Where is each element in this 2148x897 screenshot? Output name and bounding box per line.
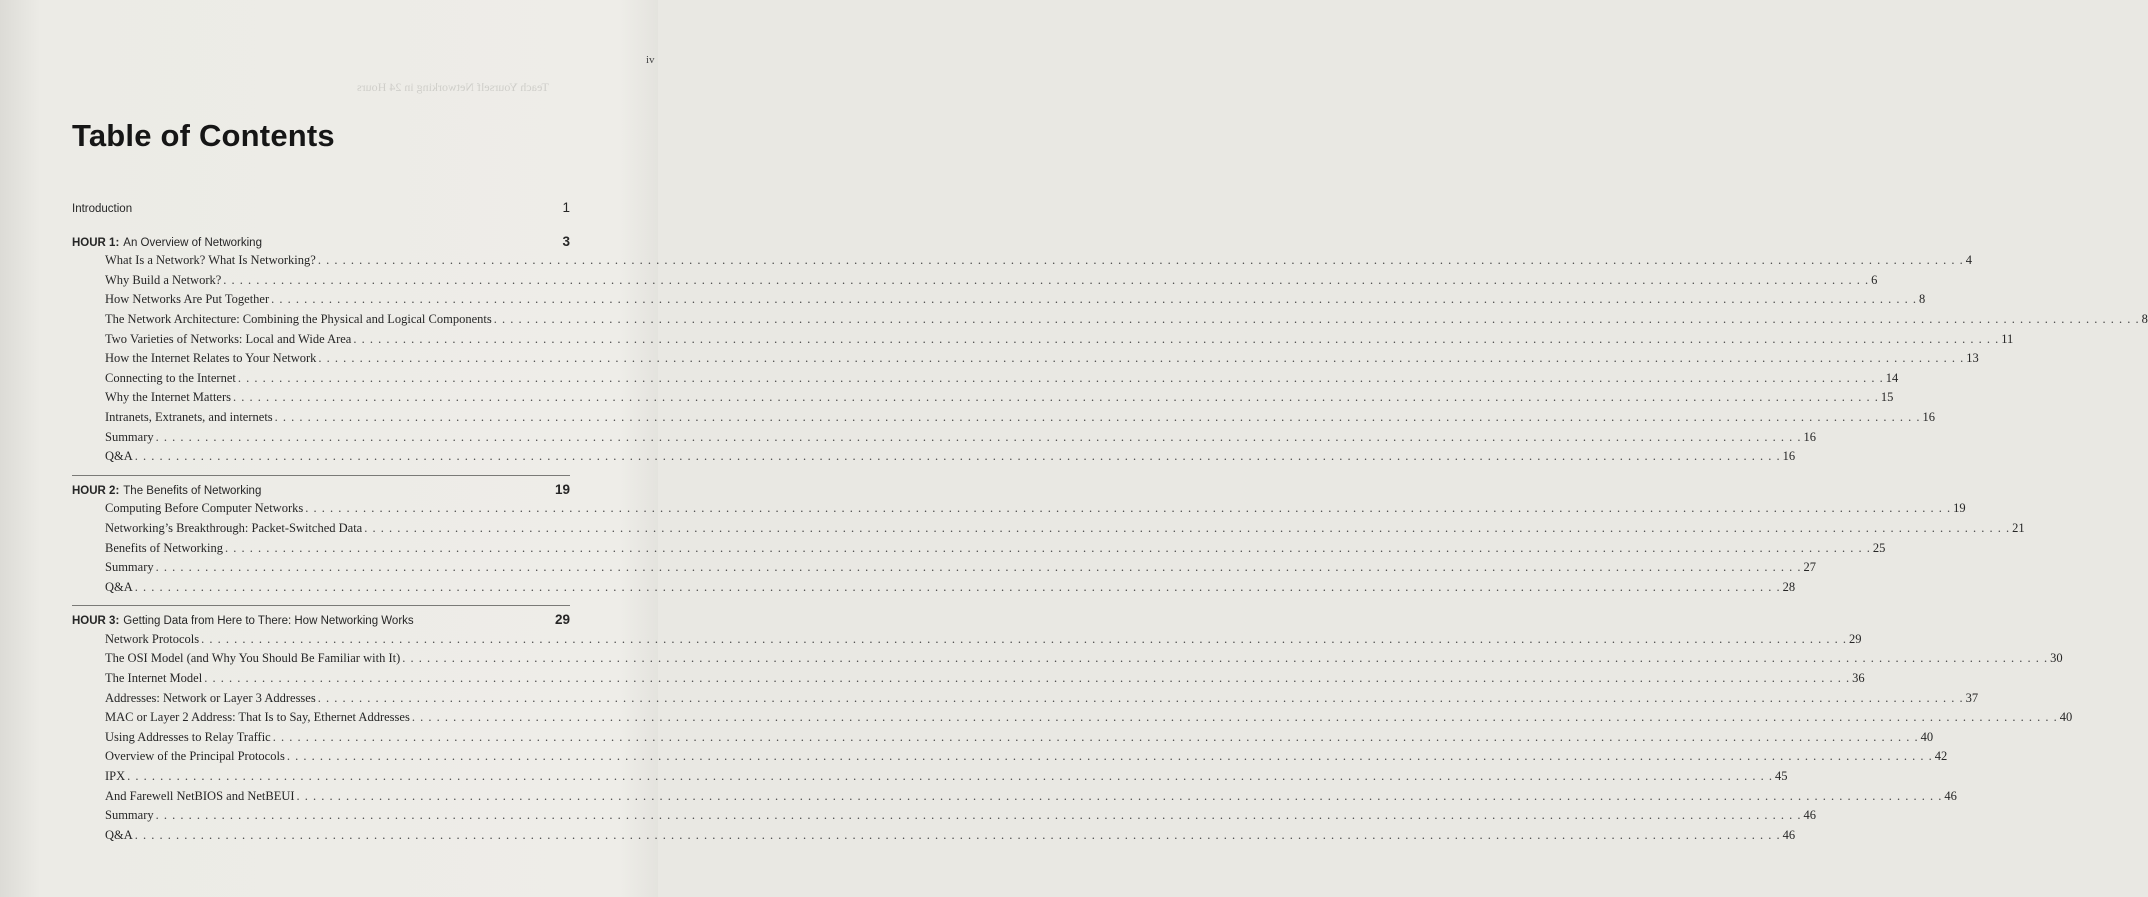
toc-entry[interactable] (72, 409, 1936, 430)
toc-entry[interactable] (72, 370, 1899, 391)
toc-entry-page: 21 (2012, 520, 2025, 535)
toc-entry-page: 46 (1803, 808, 1816, 823)
leader-dots: . . . . . . . . . . . . . . . . . . . . . . . . . . . . . . . . . . . . . . . . . . . . . . . . . . . . . . . . . . . . . . . . . . . . . . . . . . . . . . . . . . . . . . . . . . . . . . . . . . . . . . . . . . . . . . . . . . . . . . . . . . . . . . . . . . . . . . . . . . . . . . . . . . . . . . . . . . . . . . . . . . . . . . . . . . . . . . . . . . . . . . . . . . . . . . . . . . . . . . . . (271, 292, 1918, 307)
toc-entry-page: 29 (1848, 631, 1862, 646)
toc-entry[interactable] (72, 560, 1816, 580)
toc-entry-page: 46 (1944, 788, 1957, 803)
toc-entry-page: 8 (2141, 311, 2148, 326)
toc-entry[interactable] (72, 311, 2148, 332)
toc-entry-label: Why the Internet Matters (105, 390, 231, 405)
leader-dots: . . . . . . . . . . . . . . . . . . . . . . . . . . . . . . . . . . . . . . . . . . . . . . . . . . . . . . . . . . . . . . . . . . . . . . . . . . . . . . . . . . . . . . . . . . . . . . . . . . . . . . . . . . . . . . . . . . . . . . . . . . . . . . . . . . . . . . . . . . . . . . . . . . . . . . . . . . . . . . . . . . . . . . . . . . . . . . . . . . . . . . . . . . . . . . . . . . . . . . . . (305, 501, 1952, 516)
toc-entry-page: 45 (1775, 769, 1788, 784)
leader-dots: . . . . . . . . . . . . . . . . . . . . . . . . . . . . . . . . . . . . . . . . . . . . . . . . . . . . . . . . . . . . . . . . . . . . . . . . . . . . . . . . . . . . . . . . . . . . . . . . . . . . . . . . . . . . . . . . . . . . . . . . . . . . . . . . . . . . . . . . . . . . . . . . . . . . . . . . . . . . . . . . . . . . . . . . . . . . . . . . . . . . . . . . . . . . . . . . . . . . . . . . (155, 808, 1802, 823)
toc-entry[interactable] (72, 729, 1934, 750)
toc-entry-page: 42 (1934, 749, 1948, 764)
toc-entry-label: Intranets, Extranets, and internets (105, 409, 273, 424)
toc-hour-block (72, 605, 2073, 847)
leader-dots: . . . . . . . . . . . . . . . . . . . . . . . . . . . . . . . . . . . . . . . . . . . . . . . . . . . . . . . . . . . . . . . . . . . . . . . . . . . . . . . . . . . . . . . . . . . . . . . . . . . . . . . . . . . . . . . . . . . . . . . . . . . . . . . . . . . . . . . . . . . . . . . . . . . . . . . . . . . . . . . . . . . . . . . . . . . . . . . . . . . . . . . . . . . . . . . . . . . . . . . . (296, 788, 1943, 803)
leader-dots: . . . . . . . . . . . . . . . . . . . . . . . . . . . . . . . . . . . . . . . . . . . . . . . . . . . . . . . . . . . . . . . . . . . . . . . . . . . . . . . . . . . . . . . . . . . . . . . . . . . . . . . . . . . . . . . . . . . . . . . . . . . . . . . . . . . . . . . . . . . . . . . . . . . . . . . . . . . . . . . . . . . . . . . . . . . . . . . . . . . . . . . . . . . . . . . . . . . . . . . . (274, 409, 1921, 424)
toc-entry[interactable] (72, 351, 1979, 371)
toc-entry-label: Q&A (105, 449, 133, 464)
toc-entry-page: 16 (1922, 409, 1936, 424)
hour-title: The Benefits of Networking (123, 484, 262, 497)
toc-entry[interactable] (72, 749, 1948, 769)
toc-entry[interactable] (72, 520, 2025, 541)
leader-dots: . . . . . . . . . . . . . . . . . . . . . . . . . . . . . . . . . . . . . . . . . . . . . . . . . . . . . . . . . . . . . . . . . . . . . . . . . . . . . . . . . . . . . . . . . . . . . . . . . . . . . . . . . . . . . . . . . . . . . . . . . . . . . . . . . . . . . . . . . . . . . . . . . . . . . . . . . . . . . . . . . . . . . . . . . . . . . . . . . . . . . . . . . . . . . . . . . . . . . . . . (364, 520, 2011, 535)
toc-entry-page: 37 (1965, 690, 1979, 705)
hour-page: 19 (554, 481, 570, 497)
toc-hour-heading[interactable] (72, 234, 570, 254)
toc-entry-label: Summary (105, 560, 154, 575)
leader-dots: . . . . . . . . . . . . . . . . . . . . . . . . . . . . . . . . . . . . . . . . . . . . . . . . . . . . . . . . . . . . . . . . . . . . . . . . . . . . . . . . . . . . . . . . . . . . . . . . . . . . . . . . . . . . . . . . . . . . . . . . . . . . . . . . . . . . . . . . . . . . . . . . . . . . . . . . . . . . . . . . . . . . . . . . . . . . . . . . . . . . . . . . . . . . . . . . . . . . . . . . (201, 631, 1847, 646)
toc-hour-heading[interactable] (72, 612, 570, 632)
hour-title: An Overview of Networking (123, 236, 262, 249)
toc-entry[interactable] (72, 651, 2063, 671)
toc-introduction[interactable] (72, 200, 570, 220)
table-of-contents (72, 200, 2148, 847)
leader-dots: . . . . . . . . . . . . . . . . . . . . . . . . . . . . . . . . . . . . . . . . . . . . . . . . . . . . . . . . . . . . . . . . . . . . . . . . . . . . . . . . . . . . . . . . . . . . . . . . . . . . . . . . . . . . . . . . . . . . . . . . . . . . . . . . . . . . . . . . . . . . . . . . . . . . . . . . . . . . . . . . . . . . . . . . . . . . . . . . . . . . . . . . . . . . . . . . . . . . . . . . (155, 429, 1802, 444)
toc-entry[interactable] (72, 808, 1816, 828)
toc-entry-label: The Internet Model (105, 671, 203, 686)
toc-entry-label: Benefits of Networking (105, 540, 224, 555)
toc-entry[interactable] (72, 710, 2073, 730)
leader-dots: . . . . . . . . . . . . . . . . . . . . . . . . . . . . . . . . . . . . . . . . . . . . . . . . . . . . . . . . . . . . . . . . . . . . . . . . . . . . . . . . . . . . . . . . . . . . . . . . . . . . . . . . . . . . . . . . . . . . . . . . . . . . . . . . . . . . . . . . . . . . . . . . . . . . . . . . . . . . . . . . . . . . . . . . . . . . . . . . . . . . . . . . . . . . . . . . . . . . . . . . (155, 560, 1802, 575)
toc-entry[interactable] (72, 253, 1972, 273)
leader-dots: . . . . . . . . . . . . . . . . . . . . . . . . . . . . . . . . . . . . . . . . . . . . . . . . . . . . . . . . . . . . . . . . . . . . . . . . . . . . . . . . . . . . . . . . . . . . . . . . . . . . . . . . . . . . . . . . . . . . . . . . . . . . . . . . . . . . . . . . . . . . . . . . . . . . . . . . . . . . . . . . . . . . . . . . . . . . . . . . . . . . . . . . . . . . . . . . . . . . . . . . (134, 449, 1781, 464)
toc-entry-page: 40 (1920, 729, 1934, 744)
leader-dots: . . . . . . . . . . . . . . . . . . . . . . . . . . . . . . . . . . . . . . . . . . . . . . . . . . . . . . . . . . . . . . . . . . . . . . . . . . . . . . . . . . . . . . . . . . . . . . . . . . . . . . . . . . . . . . . . . . . . . . . . . . . . . . . . . . . . . . . . . . . . . . . . . . . . . . . . . . . . . . . . . . . . . . . . . . . . . . . . . . . . . . . . . . . . . . . . . . . . . . . . (411, 710, 2058, 725)
toc-entry-page: 14 (1885, 370, 1899, 385)
toc-entry-page: 19 (1953, 501, 1966, 516)
leader-dots: . . . . . . . . . . . . . . . . . . . . . . . . . . . . . . . . . . . . . . . . . . . . . . . . . . . . . . . . . . . . . . . . . . . . . . . . . . . . . . . . . . . . . . . . . . . . . . . . . . . . . . . . . . . . . . . . . . . . . . . . . . . . . . . . . . . . . . . . . . . . . . . . . . . . . . . . . . . . . . . . . . . . . . . . . . . . . . . . . . . . . . . . . . . . . . . . . . . . . . . . (223, 272, 1870, 287)
toc-entry-label: How the Internet Relates to Your Network (105, 351, 317, 366)
leader-dots: . . . . . . . . . . . . . . . . . . . . . . . . . . . . . . . . . . . . . . . . . . . . . . . . . . . . . . . . . . . . . . . . . . . . . . . . . . . . . . . . . . . . . . . . . . . . . . . . . . . . . . . . . . . . . . . . . . . . . . . . . . . . . . . . . . . . . . . . . . . . . . . . . . . . . . . . . . . . . . . . . . . . . . . . . . . . . . . . . . . . . . . . . . . . . . . . . . . . . . . . (134, 579, 1781, 594)
toc-entry[interactable] (72, 449, 1796, 469)
toc-entry-label: Computing Before Computer Networks (105, 501, 304, 516)
toc-entry[interactable] (72, 671, 1865, 691)
toc-entry-page: 16 (1782, 449, 1796, 464)
toc-hour-block (72, 233, 2148, 469)
toc-entry-label: Summary (105, 429, 154, 444)
bleed-through-header: Teach Yourself Networking in 24 Hours (357, 80, 549, 94)
leader-dots: . . . . . . . . . . . . . . . . . . . . . . . . . . . . . . . . . . . . . . . . . . . . . . . . . . . . . . . . . . . . . . . . . . . . . . . . . . . . . . . . . . . . . . . . . . . . . . . . . . . . . . . . . . . . . . . . . . . . . . . . . . . . . . . . . . . . . . . . . . . . . . . . . . . . . . . . . . . . . . . . . . . . . . . . . . . . . . . . . . . . . . . . . . . . . . . . . . . . . . . . (402, 651, 2049, 666)
toc-entry-page: 4 (1965, 253, 1972, 268)
leader-dots: . . . . . . . . . . . . . . . . . . . . . . . . . . . . . . . . . . . . . . . . . . . . . . . . . . . . . . . . . . . . . . . . . . . . . . . . . . . . . . . . . . . . . . . . . . . . . . . . . . . . . . . . . . . . . . . . . . . . . . . . . . . . . . . . . . . . . . . . . . . . . . . . . . . . . . . . . . . . . . . . . . . . . . . . . . . . . . . . . . . . . . . . . . . . . . . . . . . . . . . . (286, 749, 1933, 764)
toc-entry-label: Using Addresses to Relay Traffic (105, 729, 271, 744)
toc-entry[interactable] (72, 331, 2014, 352)
toc-entry-label: Addresses: Network or Layer 3 Addresses (105, 690, 316, 705)
leader-dots: . . . . . . . . . . . . . . . . . . . . . . . . . . . . . . . . . . . . . . . . . . . . . . . . . . . . . . . . . . . . . . . . . . . . . . . . . . . . . . . . . . . . . . . . . . . . . . . . . . . . . . . . . . . . . . . . . . . . . . . . . . . . . . . . . . . . . . . . . . . . . . . . . . . . . . . . . . . . . . . . . . . . . . . . . . . . . . . . . . . . . . . . . . . . . . . . . . . . . . . . (233, 390, 1879, 405)
toc-entry-label: Q&A (105, 579, 133, 594)
toc-entry-label: How Networks Are Put Together (105, 292, 270, 307)
toc-entry-label: Overview of the Principal Protocols (105, 749, 285, 764)
page-title: Table of Contents (72, 118, 335, 153)
hour-number: HOUR 2: (72, 484, 120, 497)
toc-entry-page: 6 (1871, 272, 1878, 287)
hour-number: HOUR 1: (72, 236, 120, 249)
leader-dots: . . . . . . . . . . . . . . . . . . . . . . . . . . . . . . . . . . . . . . . . . . . . . . . . . . . . . . . . . . . . . . . . . . . . . . . . . . . . . . . . . . . . . . . . . . . . . . . . . . . . . . . . . . . . . . . . . . . . . . . . . . . . . . . . . . . . . . . . . . . . . . . . . . . . . . . . . . . . . . . . . . . . . . . . . . . . . . . . . . . . . . . . . . . . . . . . . . . . . . . . (272, 729, 1919, 744)
leader-dots: . . . . . . . . . . . . . . . . . . . . . . . . . . . . . . . . . . . . . . . . . . . . . . . . . . . . . . . . . . . . . . . . . . . . . . . . . . . . . . . . . . . . . . . . . . . . . . . . . . . . . . . . . . . . . . . . . . . . . . . . . . . . . . . . . . . . . . . . . . . . . . . . . . . . . . . . . . . . . . . . . . . . . . . . . . . . . . . . . . . . . . . . . . . . . . . . . . . . . . . . (237, 370, 1884, 385)
toc-entry-label: What Is a Network? What Is Networking? (105, 253, 316, 268)
toc-entry-page: 36 (1852, 671, 1865, 686)
toc-hour-heading[interactable] (72, 482, 570, 502)
running-page-number: iv (646, 54, 655, 66)
toc-entry[interactable] (72, 827, 1796, 848)
toc-entry[interactable] (72, 769, 1788, 789)
toc-entry[interactable] (72, 429, 1816, 450)
toc-entry[interactable] (72, 390, 1894, 410)
leader-dots: . . . . . . . . . . . . . . . . . . . . . . . . . . . . . . . . . . . . . . . . . . . . . . . . . . . . . . . . . . . . . . . . . . . . . . . . . . . . . . . . . . . . . . . . . . . . . . . . . . . . . . . . . . . . . . . . . . . . . . . . . . . . . . . . . . . . . . . . . . . . . . . . . . . . . . . . . . . . . . . . . . . . . . . . . . . . . . . . . . . . . . . . . . . . . . . . . . . . . . . . (493, 311, 2140, 326)
leader-dots: . . . . . . . . . . . . . . . . . . . . . . . . . . . . . . . . . . . . . . . . . . . . . . . . . . . . . . . . . . . . . . . . . . . . . . . . . . . . . . . . . . . . . . . . . . . . . . . . . . . . . . . . . . . . . . . . . . . . . . . . . . . . . . . . . . . . . . . . . . . . . . . . . . . . . . . . . . . . . . . . . . . . . . . . . . . . . . . . . . . . . . . . . . . . . . . . . . . . . . . . (225, 540, 1871, 555)
toc-entry-page: 11 (2001, 331, 2014, 346)
toc-introduction-label: Introduction (72, 203, 133, 215)
leader-dots: . . . . . . . . . . . . . . . . . . . . . . . . . . . . . . . . . . . . . . . . . . . . . . . . . . . . . . . . . . . . . . . . . . . . . . . . . . . . . . . . . . . . . . . . . . . . . . . . . . . . . . . . . . . . . . . . . . . . . . . . . . . . . . . . . . . . . . . . . . . . . . . . . . . . . . . . . . . . . . . . . . . . . . . . . . . . . . . . . . . . . . . . . . . . . . . . . . . . . . . . (317, 690, 1964, 705)
leader-dots: . . . . . . . . . . . . . . . . . . . . . . . . . . . . . . . . . . . . . . . . . . . . . . . . . . . . . . . . . . . . . . . . . . . . . . . . . . . . . . . . . . . . . . . . . . . . . . . . . . . . . . . . . . . . . . . . . . . . . . . . . . . . . . . . . . . . . . . . . . . . . . . . . . . . . . . . . . . . . . . . . . . . . . . . . . . . . . . . . . . . . . . . . . . . . . . . . . . . . . . . (127, 769, 1774, 784)
leader-dots: . . . . . . . . . . . . . . . . . . . . . . . . . . . . . . . . . . . . . . . . . . . . . . . . . . . . . . . . . . . . . . . . . . . . . . . . . . . . . . . . . . . . . . . . . . . . . . . . . . . . . . . . . . . . . . . . . . . . . . . . . . . . . . . . . . . . . . . . . . . . . . . . . . . . . . . . . . . . . . . . . . . . . . . . . . . . . . . . . . . . . . . . . . . . . . . . . . . . . . . . (204, 671, 1851, 686)
toc-entry-label: And Farewell NetBIOS and NetBEUI (105, 788, 295, 803)
toc-entry-page: 8 (1919, 292, 1926, 307)
leader-dots: . . . . . . . . . . . . . . . . . . . . . . . . . . . . . . . . . . . . . . . . . . . . . . . . . . . . . . . . . . . . . . . . . . . . . . . . . . . . . . . . . . . . . . . . . . . . . . . . . . . . . . . . . . . . . . . . . . . . . . . . . . . . . . . . . . . . . . . . . . . . . . . . . . . . . . . . . . . . . . . . . . . . . . . . . . . . . . . . . . . . . . . . . . . . . . . . . . . . . . . . (134, 827, 1781, 842)
toc-entry-page: 13 (1966, 351, 1979, 366)
toc-entry-page: 46 (1782, 827, 1796, 842)
toc-entry-label: The OSI Model (and Why You Should Be Familiar with It) (105, 651, 401, 666)
toc-hours (72, 233, 2148, 848)
toc-entry-label: Why Build a Network? (105, 272, 222, 287)
toc-entry[interactable] (72, 631, 1862, 652)
hour-number: HOUR 3: (72, 615, 120, 628)
toc-entry[interactable] (72, 788, 1957, 809)
toc-entry-label: Networking’s Breakthrough: Packet-Switched Data (105, 520, 363, 535)
toc-entry-label: Two Varieties of Networks: Local and Wide Area (105, 331, 352, 346)
leader-dots: . . . . . . . . . . . . . . . . . . . . . . . . . . . . . . . . . . . . . . . . . . . . . . . . . . . . . . . . . . . . . . . . . . . . . . . . . . . . . . . . . . . . . . . . . . . . . . . . . . . . . . . . . . . . . . . . . . . . . . . . . . . . . . . . . . . . . . . . . . . . . . . . . . . . . . . . . . . . . . . . . . . . . . . . . . . . . . . . . . . . . . . . . . . . . . . . . . . . . . . . (318, 351, 1965, 366)
toc-entry-label: The Network Architecture: Combining the Physical and Logical Components (105, 311, 492, 326)
toc-entry-page: 28 (1782, 579, 1796, 594)
toc-entry-label: Summary (105, 808, 154, 823)
toc-entry-label: IPX (105, 769, 126, 784)
toc-hour-block (72, 475, 2025, 600)
toc-entry[interactable] (72, 292, 1926, 312)
toc-entry[interactable] (72, 579, 1796, 600)
leader-dots: . . . . . . . . . . . . . . . . . . . . . . . . . . . . . . . . . . . . . . . . . . . . . . . . . . . . . . . . . . . . . . . . . . . . . . . . . . . . . . . . . . . . . . . . . . . . . . . . . . . . . . . . . . . . . . . . . . . . . . . . . . . . . . . . . . . . . . . . . . . . . . . . . . . . . . . . . . . . . . . . . . . . . . . . . . . . . . . . . . . . . . . . . . . . . . . . . . . . . . . . (317, 253, 1964, 268)
toc-entry[interactable] (72, 272, 1878, 293)
toc-entry[interactable] (72, 501, 1966, 521)
toc-entry-page: 15 (1880, 390, 1894, 405)
toc-entry-label: MAC or Layer 2 Address: That Is to Say, Ethernet Addresses (105, 710, 410, 725)
toc-entry-page: 16 (1803, 429, 1816, 444)
hour-title: Getting Data from Here to There: How Networking Works (123, 615, 414, 628)
toc-entry-page: 40 (2059, 710, 2073, 725)
hour-page: 29 (554, 612, 570, 628)
toc-entry-page: 30 (2050, 651, 2063, 666)
toc-entry-label: Network Protocols (105, 631, 200, 646)
toc-entry-label: Q&A (105, 827, 133, 842)
toc-entry-page: 25 (1872, 540, 1886, 555)
toc-entry[interactable] (72, 540, 1886, 561)
toc-entry-label: Connecting to the Internet (105, 370, 236, 385)
toc-entry-page: 27 (1803, 560, 1816, 575)
toc-introduction-page: 1 (562, 200, 570, 215)
leader-dots: . . . . . . . . . . . . . . . . . . . . . . . . . . . . . . . . . . . . . . . . . . . . . . . . . . . . . . . . . . . . . . . . . . . . . . . . . . . . . . . . . . . . . . . . . . . . . . . . . . . . . . . . . . . . . . . . . . . . . . . . . . . . . . . . . . . . . . . . . . . . . . . . . . . . . . . . . . . . . . . . . . . . . . . . . . . . . . . . . . . . . . . . . . . . . . . . . . . . . . . . (353, 331, 2000, 346)
hour-page: 3 (562, 233, 570, 249)
toc-entry[interactable] (72, 690, 1979, 711)
